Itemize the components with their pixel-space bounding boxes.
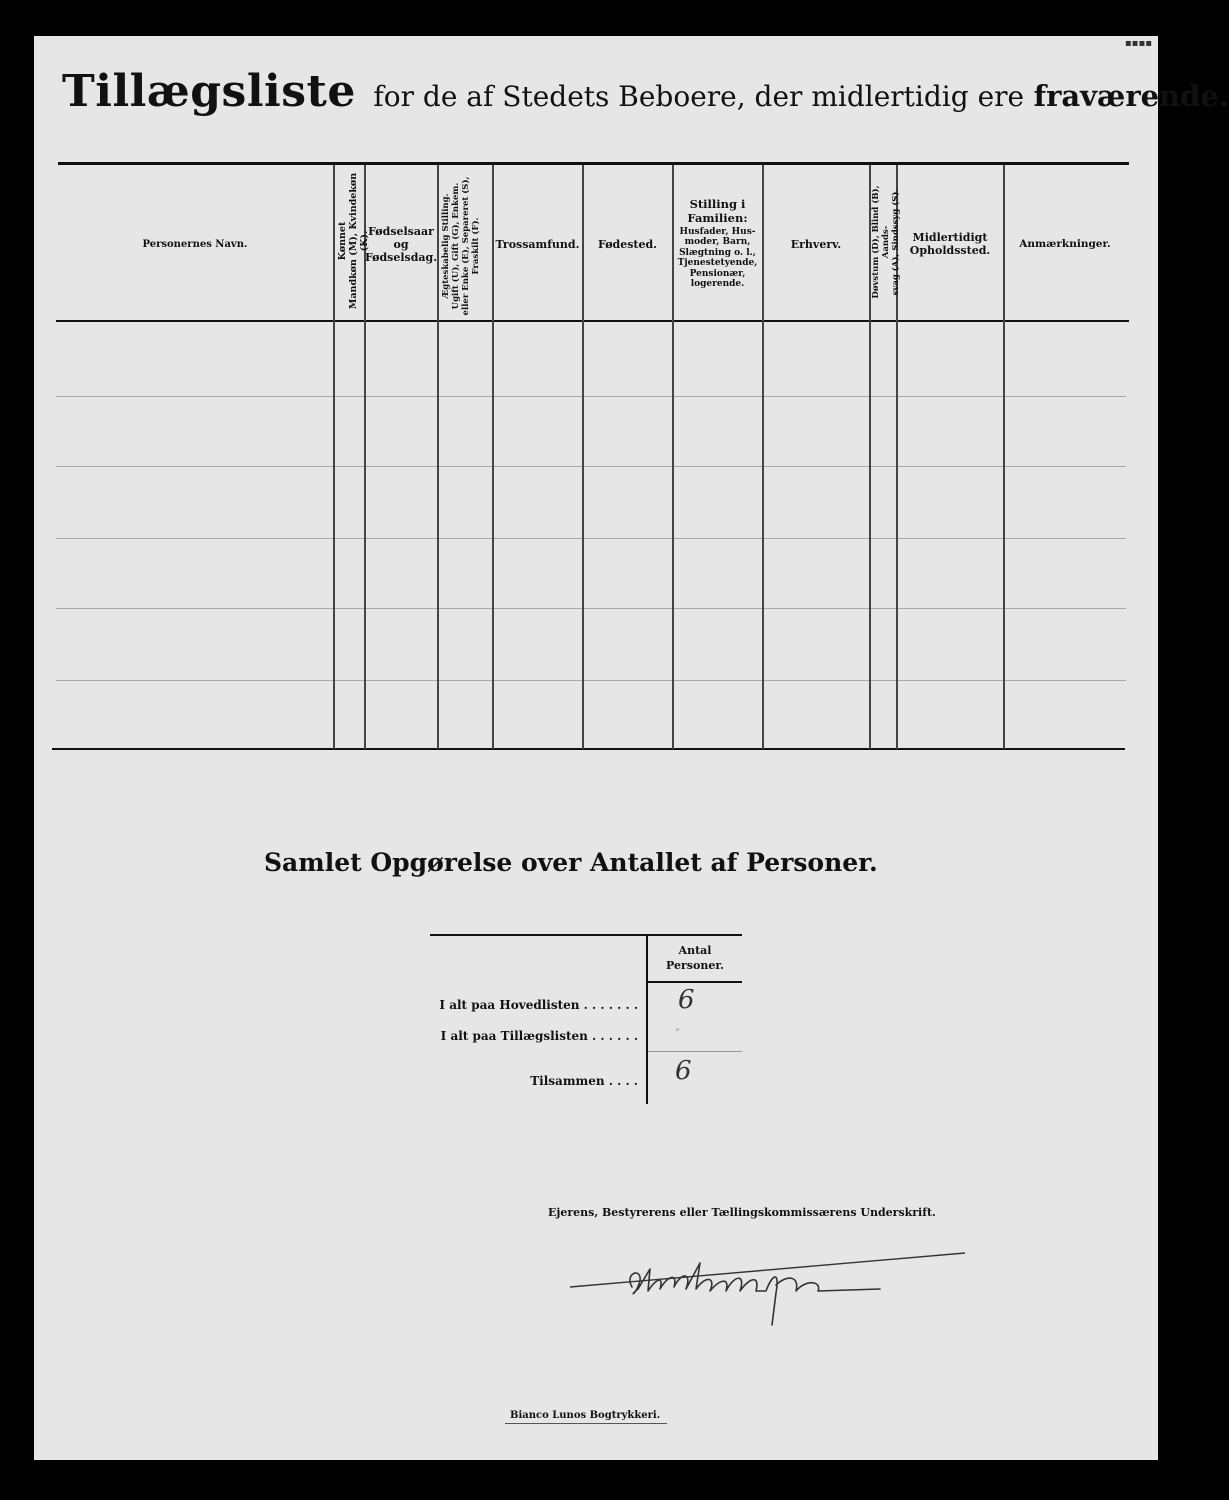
title-rest: for de af Stedets Beboere, der midlertidig ere: [373, 80, 1025, 113]
header-stilling: Stilling i Familien: Husfader, Hus- moder, Barn, Slægtning o. l., Tjenestetyende, Pensionær, logerende.: [677, 196, 758, 289]
table-header-rule: [56, 320, 1129, 322]
corner-mark: ▪▪▪▪: [1124, 38, 1152, 49]
summary-divider: [646, 936, 648, 1104]
header-dov: Døvstum (D), Blind (B), Aands- svag (A), Sindssyg (S).: [871, 185, 901, 299]
header-konnet: Kønnet Mandkøn (M), Kvindekøn (K).: [337, 172, 370, 310]
summary-row-label: Tilsammen . . . .: [530, 1074, 638, 1088]
table-bottom-rule: [52, 748, 1125, 750]
header-navn: Personernes Navn.: [142, 238, 248, 250]
summary-title: Samlet Opgørelse over Antallet af Personer.: [264, 848, 878, 877]
summary-row-value: ◦: [675, 1026, 681, 1036]
summary-row-line: [648, 1051, 742, 1052]
printer-underline: [505, 1423, 667, 1424]
row-line: [56, 538, 1126, 539]
header-erhverv: Erhverv.: [790, 237, 842, 251]
col-line: [437, 165, 439, 749]
summary-row-value: 6: [678, 985, 695, 1015]
header-trossamfund: Trossamfund.: [495, 237, 580, 251]
col-line: [333, 165, 335, 749]
handwritten-signature: [560, 1245, 970, 1325]
summary-row-label: I alt paa Tillægslisten . . . . . .: [440, 1029, 638, 1043]
row-line: [56, 680, 1126, 681]
title-main: Tillægsliste: [62, 66, 356, 117]
summary-row-label: I alt paa Hovedlisten . . . . . . .: [439, 998, 638, 1012]
header-fodested: Fødested.: [597, 237, 658, 251]
header-opholdssted: Midlertidigt Opholdssted.: [909, 231, 991, 257]
row-line: [56, 396, 1126, 397]
signature-label: Ejerens, Bestyrerens eller Tællingskommissærens Underskrift.: [548, 1206, 936, 1219]
row-line: [56, 466, 1126, 467]
header-anmaerkninger: Anmærkninger.: [1019, 237, 1111, 250]
title-end: fraværende.: [1033, 79, 1229, 113]
row-line: [56, 608, 1126, 609]
summary-col-header: Antal Personer.: [666, 944, 724, 972]
table-top-rule: [58, 162, 1129, 165]
header-fodsel: Fødselsaar og Fødselsdag.: [364, 224, 438, 264]
header-aegte: Ægteskabelig Stilling. Ugift (U), Gift (G), Enkem. eller Enke (E), Separeret (S), Fraskilt (F).: [441, 176, 481, 316]
form-title: [62, 66, 1229, 117]
summary-row-value: 6: [675, 1056, 692, 1086]
printer-note: Bianco Lunos Bogtrykkeri.: [510, 1410, 661, 1421]
summary-top-rule: [430, 934, 742, 936]
summary-header-rule: [648, 981, 742, 983]
